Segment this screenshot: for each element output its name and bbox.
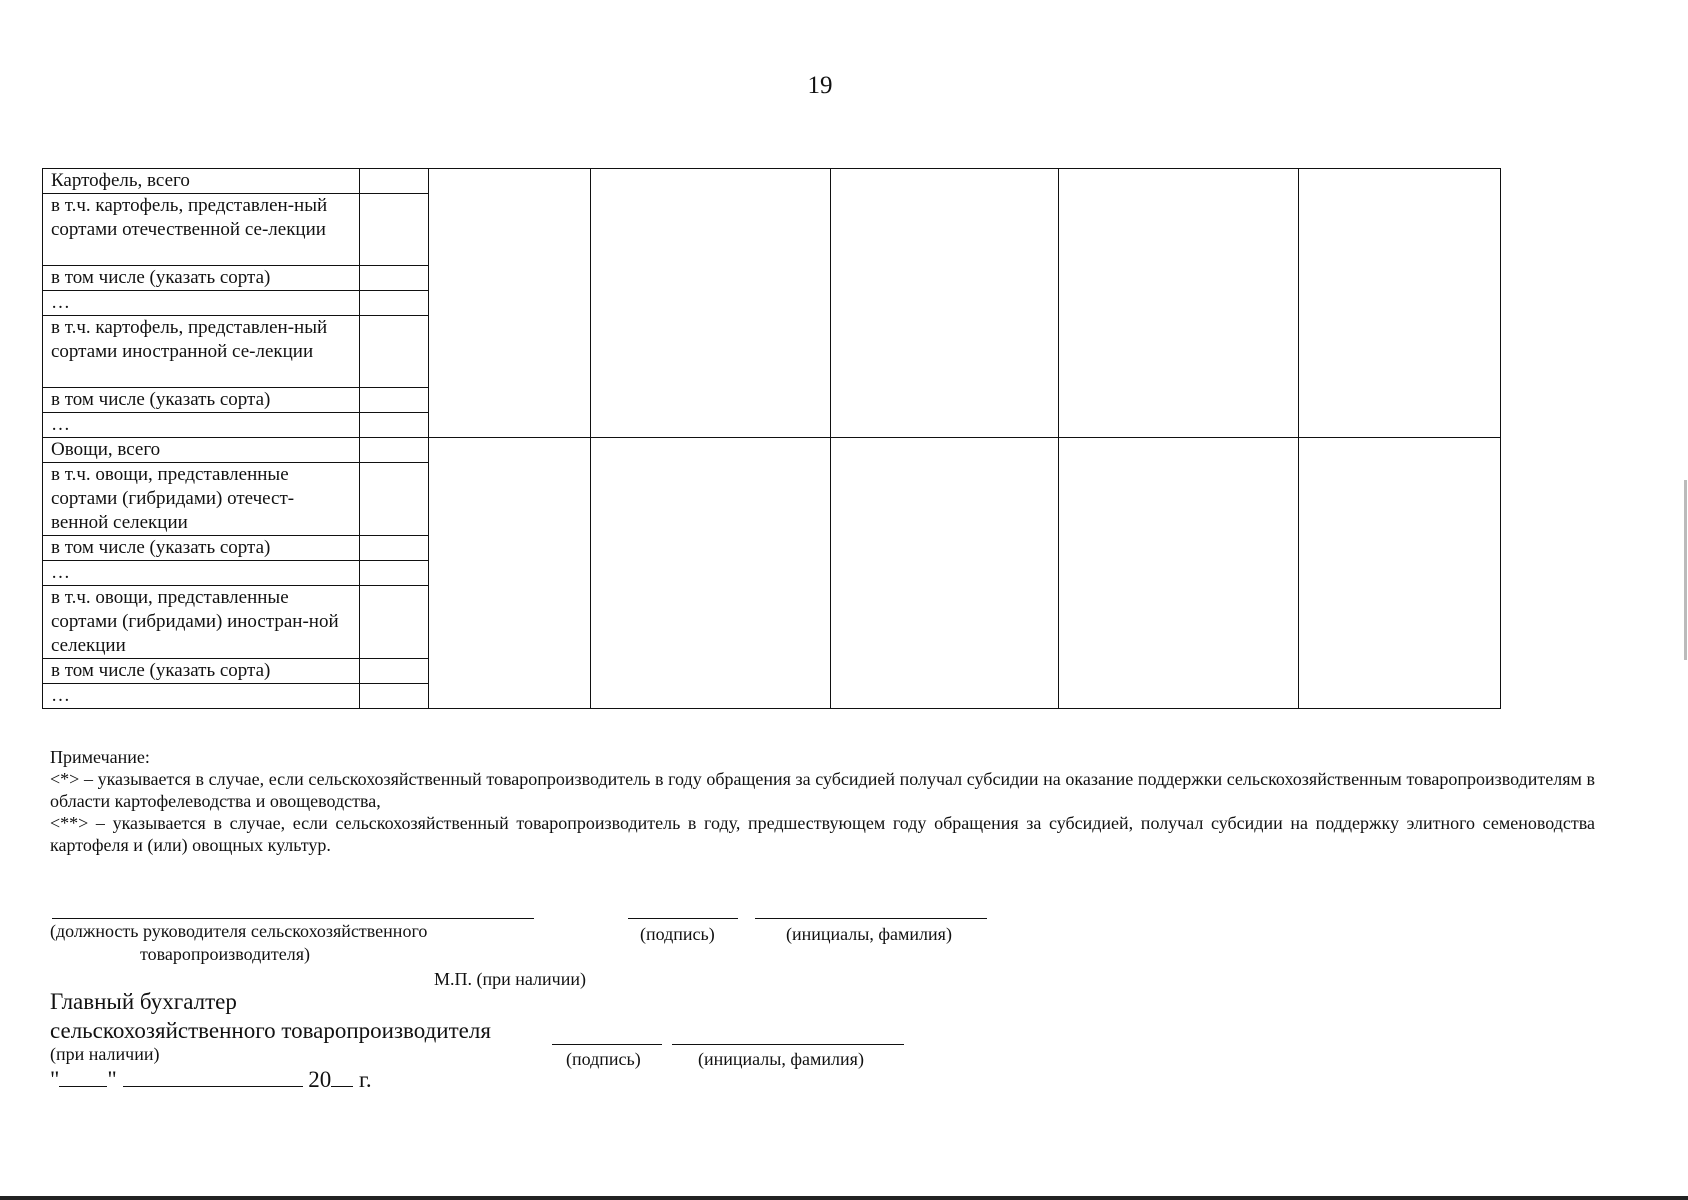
input-cell[interactable]: [360, 291, 429, 316]
input-cell[interactable]: [360, 169, 429, 194]
date-month-field[interactable]: [123, 1068, 303, 1087]
date-day-field[interactable]: [59, 1068, 107, 1087]
row-label: …: [43, 561, 360, 586]
row-label: …: [43, 684, 360, 709]
signature-caption: (подпись): [640, 924, 715, 944]
row-label: в т.ч. овощи, представленные сортами (гибридами) отечест-венной селекции: [43, 463, 360, 536]
note-single-asterisk: <*> – указывается в случае, если сельскохозяйственный товаропроизводитель в году обращения за субсидией получал субсидии на оказание поддержки сельскохозяйственным товаропроизводителям в области картофелеводства и овощеводства,: [50, 769, 1595, 811]
date-line: [50, 1066, 372, 1094]
input-cell[interactable]: [429, 438, 591, 709]
name-caption: (инициалы, фамилия): [786, 924, 952, 944]
date-year-field[interactable]: [331, 1068, 353, 1087]
table-row: [43, 438, 1501, 463]
accountant-signature-line[interactable]: [552, 1044, 662, 1045]
note-double-asterisk: <**> – указывается в случае, если сельскохозяйственный товаропроизводитель в году, предшествующем году обращения за субсидией, получал субсидии на поддержку элитного семеноводства картофеля и (или) овощных культур.: [50, 813, 1595, 855]
row-label: Картофель, всего: [43, 169, 360, 194]
row-label: Овощи, всего: [43, 438, 360, 463]
input-cell[interactable]: [831, 169, 1059, 438]
input-cell[interactable]: [831, 438, 1059, 709]
input-cell[interactable]: [429, 169, 591, 438]
row-label: в т.ч. овощи, представленные сортами (гибридами) иностран-ной селекции: [43, 586, 360, 659]
notes-title: Примечание:: [50, 747, 150, 767]
input-cell[interactable]: [360, 659, 429, 684]
row-label: в т.ч. картофель, представлен-ный сортами отечественной се-лекции: [43, 194, 360, 266]
scan-bottom-edge: [0, 1196, 1688, 1200]
form-table: [42, 168, 1501, 709]
input-cell[interactable]: [591, 438, 831, 709]
date-year-prefix: 20: [308, 1067, 332, 1092]
position-line[interactable]: [52, 918, 534, 919]
input-cell[interactable]: [360, 684, 429, 709]
table-row: [43, 169, 1501, 194]
notes-section: [50, 746, 1595, 856]
input-cell[interactable]: [360, 463, 429, 536]
input-cell[interactable]: [360, 194, 429, 266]
accountant-signature-caption: (подпись): [566, 1049, 641, 1069]
input-cell[interactable]: [591, 169, 831, 438]
row-label: в том числе (указать сорта): [43, 536, 360, 561]
input-cell[interactable]: [360, 316, 429, 388]
date-quote-close: ": [107, 1067, 117, 1092]
page-number: 19: [807, 72, 833, 99]
date-suffix: г.: [359, 1067, 372, 1092]
input-cell[interactable]: [360, 536, 429, 561]
row-label: в том числе (указать сорта): [43, 266, 360, 291]
stamp-label: М.П. (при наличии): [434, 969, 586, 989]
date-quote-open: ": [50, 1067, 60, 1092]
accountant-name-caption: (инициалы, фамилия): [698, 1049, 864, 1069]
input-cell[interactable]: [360, 438, 429, 463]
input-cell[interactable]: [1059, 438, 1299, 709]
position-caption-cont: товаропроизводителя): [140, 944, 311, 964]
signature-line[interactable]: [628, 918, 738, 919]
input-cell[interactable]: [360, 266, 429, 291]
row-label: …: [43, 413, 360, 438]
row-label: в том числе (указать сорта): [43, 659, 360, 684]
row-label: …: [43, 291, 360, 316]
position-caption: (должность руководителя сельскохозяйственного: [50, 921, 428, 941]
accountant-name-line[interactable]: [672, 1044, 904, 1045]
input-cell[interactable]: [1299, 169, 1501, 438]
row-label: в том числе (указать сорта): [43, 388, 360, 413]
row-label: в т.ч. картофель, представлен-ный сортами иностранной се-лекции: [43, 316, 360, 388]
input-cell[interactable]: [360, 388, 429, 413]
accountant-title-cont: сельскохозяйственного товаропроизводителя: [50, 1018, 491, 1043]
input-cell[interactable]: [1059, 169, 1299, 438]
input-cell[interactable]: [360, 561, 429, 586]
scan-right-edge: [1684, 480, 1687, 660]
accountant-optional: (при наличии): [50, 1044, 160, 1064]
name-line[interactable]: [755, 918, 987, 919]
accountant-title: Главный бухгалтер: [50, 989, 237, 1014]
input-cell[interactable]: [1299, 438, 1501, 709]
input-cell[interactable]: [360, 586, 429, 659]
input-cell[interactable]: [360, 413, 429, 438]
